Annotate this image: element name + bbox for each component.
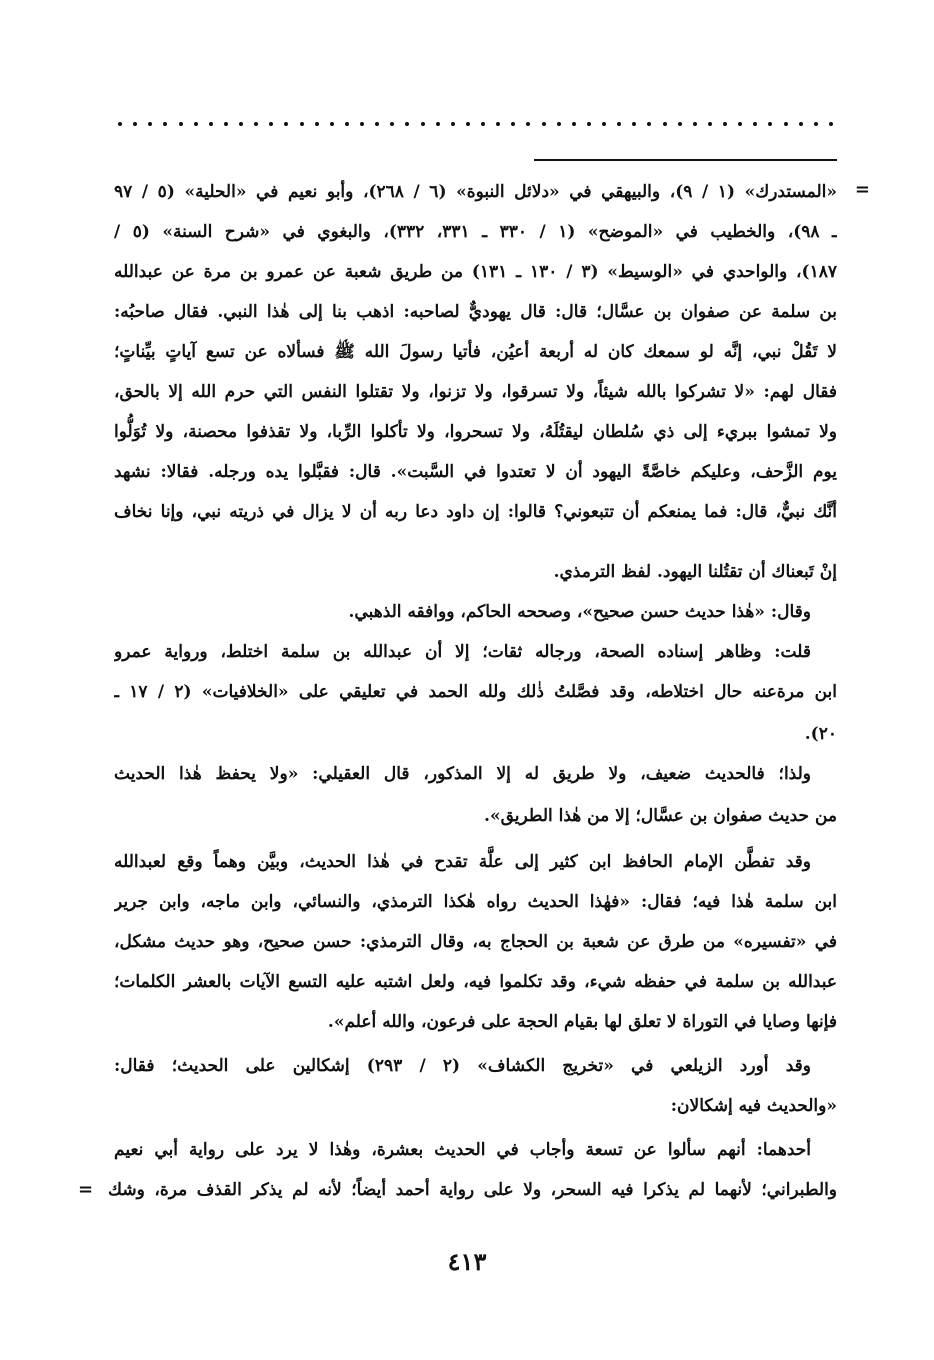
text-line: فقال لهم: «لا تشركوا بالله شيئاً، ولا تسرقوا، ولا تزنوا، ولا تقتلوا النفس التي حرم الله إلا بالحق، — [114, 382, 837, 402]
text-line: وقال: «هٰذا حديث حسن صحيح»، وصححه الحاكم، ووافقه الذهبي. — [348, 602, 811, 622]
text-line: والطبراني؛ لأنهما لم يذكرا فيه السحر، ولا على رواية أحمد أيضاً؛ لأنه لم يذكر القذف مرة، وشك — [108, 1180, 837, 1200]
text-line: ـ ٩٨)، والخطيب في «الموضح» (١ / ٣٣٠ ـ ٣٣١، ٣٣٢)، والبغوي في «شرح السنة» (٥ / — [114, 222, 837, 242]
text-line: ولذا؛ فالحديث ضعيف، ولا طريق له إلا المذكور، قال العقيلي: «ولا يحفظ هٰذا الحديث — [114, 764, 811, 784]
text-line: وقد أورد الزيلعي في «تخريج الكشاف» (٢ / ٢٩٣) إشكالين على الحديث؛ فقال: — [114, 1056, 811, 1076]
continuation-mark-start: = — [854, 179, 870, 200]
text-line: «والحديث فيه إشكالان: — [670, 1096, 837, 1116]
text-line: من حديث صفوان بن عسَّال؛ إلا من هٰذا الطريق». — [484, 806, 837, 826]
text-line: «المستدرك» (١ / ٩)، والبيهقي في «دلائل النبوة» (٦ / ٢٦٨)، وأبو نعيم في «الحلية» (٥ / ٩٧ — [114, 182, 837, 202]
continuation-mark-end: = — [78, 1179, 94, 1200]
text-line: وقد تفطَّن الإمام الحافظ ابن كثير إلى علَّة تقدح في هٰذا الحديث، وبيَّن وهماً وقع لعبدالله — [114, 852, 811, 872]
footnote-separator-rule — [534, 159, 837, 161]
page-number: ٤١٣ — [447, 1247, 487, 1276]
header-dotted-ornament — [118, 114, 833, 134]
text-line: أحدهما: أنهم سألوا عن تسعة وأجاب في الحديث بعشرة، وهٰذا لا يرد على رواية أبي نعيم — [114, 1140, 811, 1160]
text-line: بن سلمة عن صفوان بن عسَّال؛ قال: قال يهوديٌّ لصاحبه: اذهب بنا إلى هٰذا النبي. فقال صاحبُه: — [114, 302, 837, 322]
text-line: أنَّك نبيٌّ، قال: فما يمنعكم أن تتبعوني؟ قالوا: إن داود دعا ربه أن لا يزال في ذريته نبي، وإنا نخاف — [114, 502, 837, 522]
text-line: ابن سلمة هٰذا فيه؛ فقال: «فهٰذا الحديث رواه هٰكذا الترمذي، والنسائي، وابن ماجه، وابن جرير — [114, 892, 837, 912]
text-line: لا تَقُلْ نبي، إنَّه لو سمعك كان له أربعة أعيُن، فأتيا رسولَ الله ﷺ فسألاه عن تسع آياتٍ بيِّناتٍ؛ — [114, 342, 837, 362]
text-line: ابن مرةعنه حال اختلاطه، وقد فصَّلتُ ذٰلك ولله الحمد في تعليقي على «الخلافيات» (٢ / ١٧ ـ — [114, 682, 837, 702]
text-line: ١٨٧)، والواحدي في «الوسيط» (٣ / ١٣٠ ـ ١٣١) من طريق شعبة عن عمرو بن مرة عن عبدالله — [114, 262, 837, 282]
text-line: يوم الزَّحف، وعليكم خاصَّةً اليهود أن لا تعتدوا في السَّبت». قال: فقبَّلوا يده ورجله. فقالا: نشهد — [114, 462, 837, 482]
text-line: قلت: وظاهر إسناده الصحة، ورجاله ثقات؛ إلا أن عبدالله بن سلمة اختلط، ورواية عمرو — [114, 642, 811, 662]
text-line: فإنها وصايا في التوراة لا تعلق لها بقيام الحجة على فرعون، والله أعلم». — [327, 1012, 837, 1032]
text-line: في «تفسيره» من طرق عن شعبة بن الحجاج به، وقال الترمذي: حسن صحيح، وهو حديث مشكل، — [114, 932, 837, 952]
text-line: إنْ تَبعناك أن تقتُلنا اليهود. لفظ الترمذي. — [553, 562, 837, 582]
text-line: ٢٠). — [804, 724, 837, 744]
text-line: ولا تمشوا ببريء إلى ذي سُلطان ليقتُلَهُ، ولا تسحروا، ولا تأكلوا الرِّبا، ولا تقذفوا محصنة، ولا تُوَلُّوا — [114, 422, 837, 442]
text-line: عبدالله بن سلمة في حفظه شيء، وقد تكلموا فيه، ولعل اشتبه عليه التسع الآيات بالعشر الكلمات؛ — [114, 972, 837, 992]
